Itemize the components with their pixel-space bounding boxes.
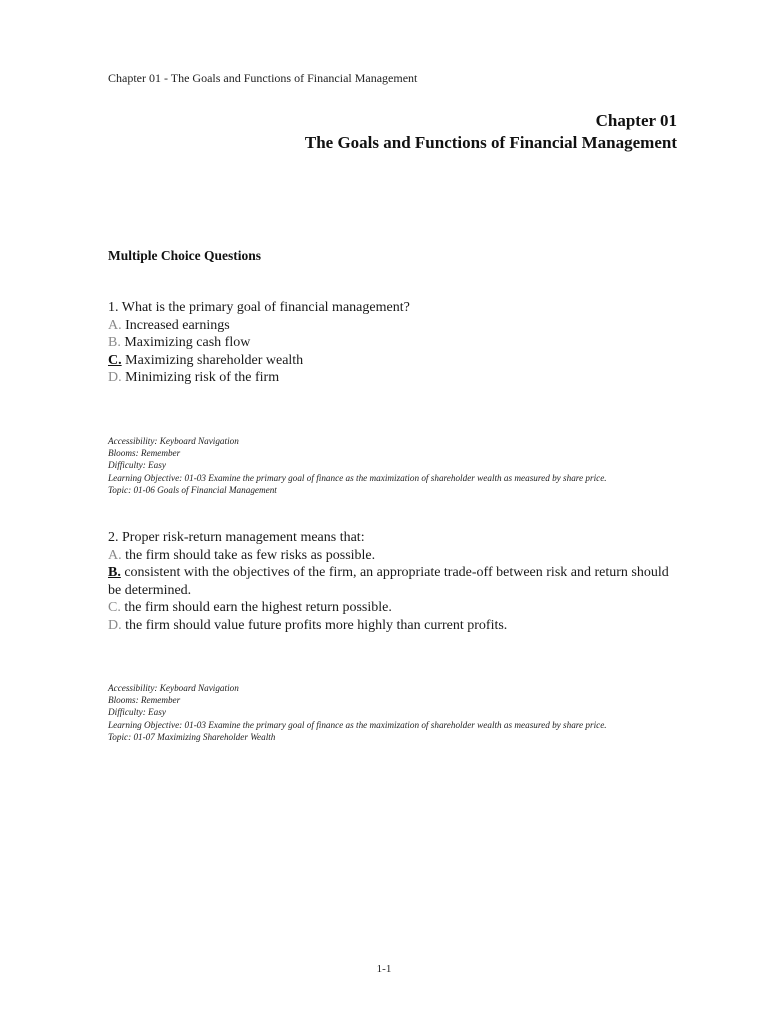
question-2 xyxy=(108,529,678,634)
option-d xyxy=(108,369,678,387)
option-text: the firm should earn the highest return possible. xyxy=(120,600,392,615)
meta-accessibility: Accessibility: Keyboard Navigation xyxy=(108,683,239,693)
option-text: consistent with the objectives of the firm, an appropriate trade-off between risk and return should be determined. xyxy=(108,565,669,598)
option-text: Minimizing risk of the firm xyxy=(121,370,280,385)
meta-difficulty: Difficulty: Easy xyxy=(108,707,166,718)
question-1-metadata xyxy=(108,435,688,496)
option-d xyxy=(108,617,678,635)
meta-accessibility: Accessibility: Keyboard Navigation xyxy=(108,436,239,446)
meta-learning-objective: Learning Objective: 01-03 Examine the primary goal of finance as the maximization of shareholder wealth as measured by share price. xyxy=(108,719,607,730)
option-c xyxy=(108,599,678,617)
option-text: Maximizing cash flow xyxy=(120,335,251,350)
chapter-title xyxy=(305,110,677,154)
meta-topic: Topic: 01-06 Goals of Financial Management xyxy=(108,484,277,495)
page-number: 1-1 xyxy=(376,963,392,975)
meta-difficulty: Difficulty: Easy xyxy=(108,460,166,471)
section-heading: Multiple Choice Questions xyxy=(108,248,262,263)
meta-blooms: Blooms: Remember xyxy=(108,695,181,706)
option-a xyxy=(108,547,678,565)
option-text: the firm should value future profits more highly than current profits. xyxy=(121,617,508,633)
option-letter: B. xyxy=(108,335,121,350)
option-letter-correct: C. xyxy=(108,352,122,368)
option-text: the firm should take as few risks as possible. xyxy=(121,547,376,563)
option-letter-correct: B. xyxy=(108,565,121,580)
meta-topic: Topic: 01-07 Maximizing Shareholder Wealth xyxy=(108,731,276,742)
option-text: Increased earnings xyxy=(121,317,230,333)
question-stem: 2. Proper risk-return management means that: xyxy=(108,530,365,545)
chapter-number: Chapter 01 xyxy=(595,111,677,130)
option-letter: D. xyxy=(108,617,122,633)
option-c-correct xyxy=(108,352,678,370)
option-a xyxy=(108,317,678,335)
chapter-name: The Goals and Functions of Financial Management xyxy=(304,133,677,152)
option-letter: C. xyxy=(108,600,121,615)
question-2-metadata xyxy=(108,682,688,743)
meta-blooms: Blooms: Remember xyxy=(108,448,181,459)
option-b xyxy=(108,334,678,352)
option-b-correct xyxy=(108,564,678,599)
option-text: Maximizing shareholder wealth xyxy=(121,352,304,368)
question-stem: 1. What is the primary goal of financial management? xyxy=(108,300,410,315)
question-1 xyxy=(108,299,678,387)
option-letter: A. xyxy=(108,317,122,333)
meta-learning-objective: Learning Objective: 01-03 Examine the primary goal of finance as the maximization of shareholder wealth as measured by share price. xyxy=(108,472,607,483)
option-letter: D. xyxy=(108,370,122,385)
option-letter: A. xyxy=(108,547,122,563)
running-header: Chapter 01 - The Goals and Functions of Financial Management xyxy=(108,71,418,85)
